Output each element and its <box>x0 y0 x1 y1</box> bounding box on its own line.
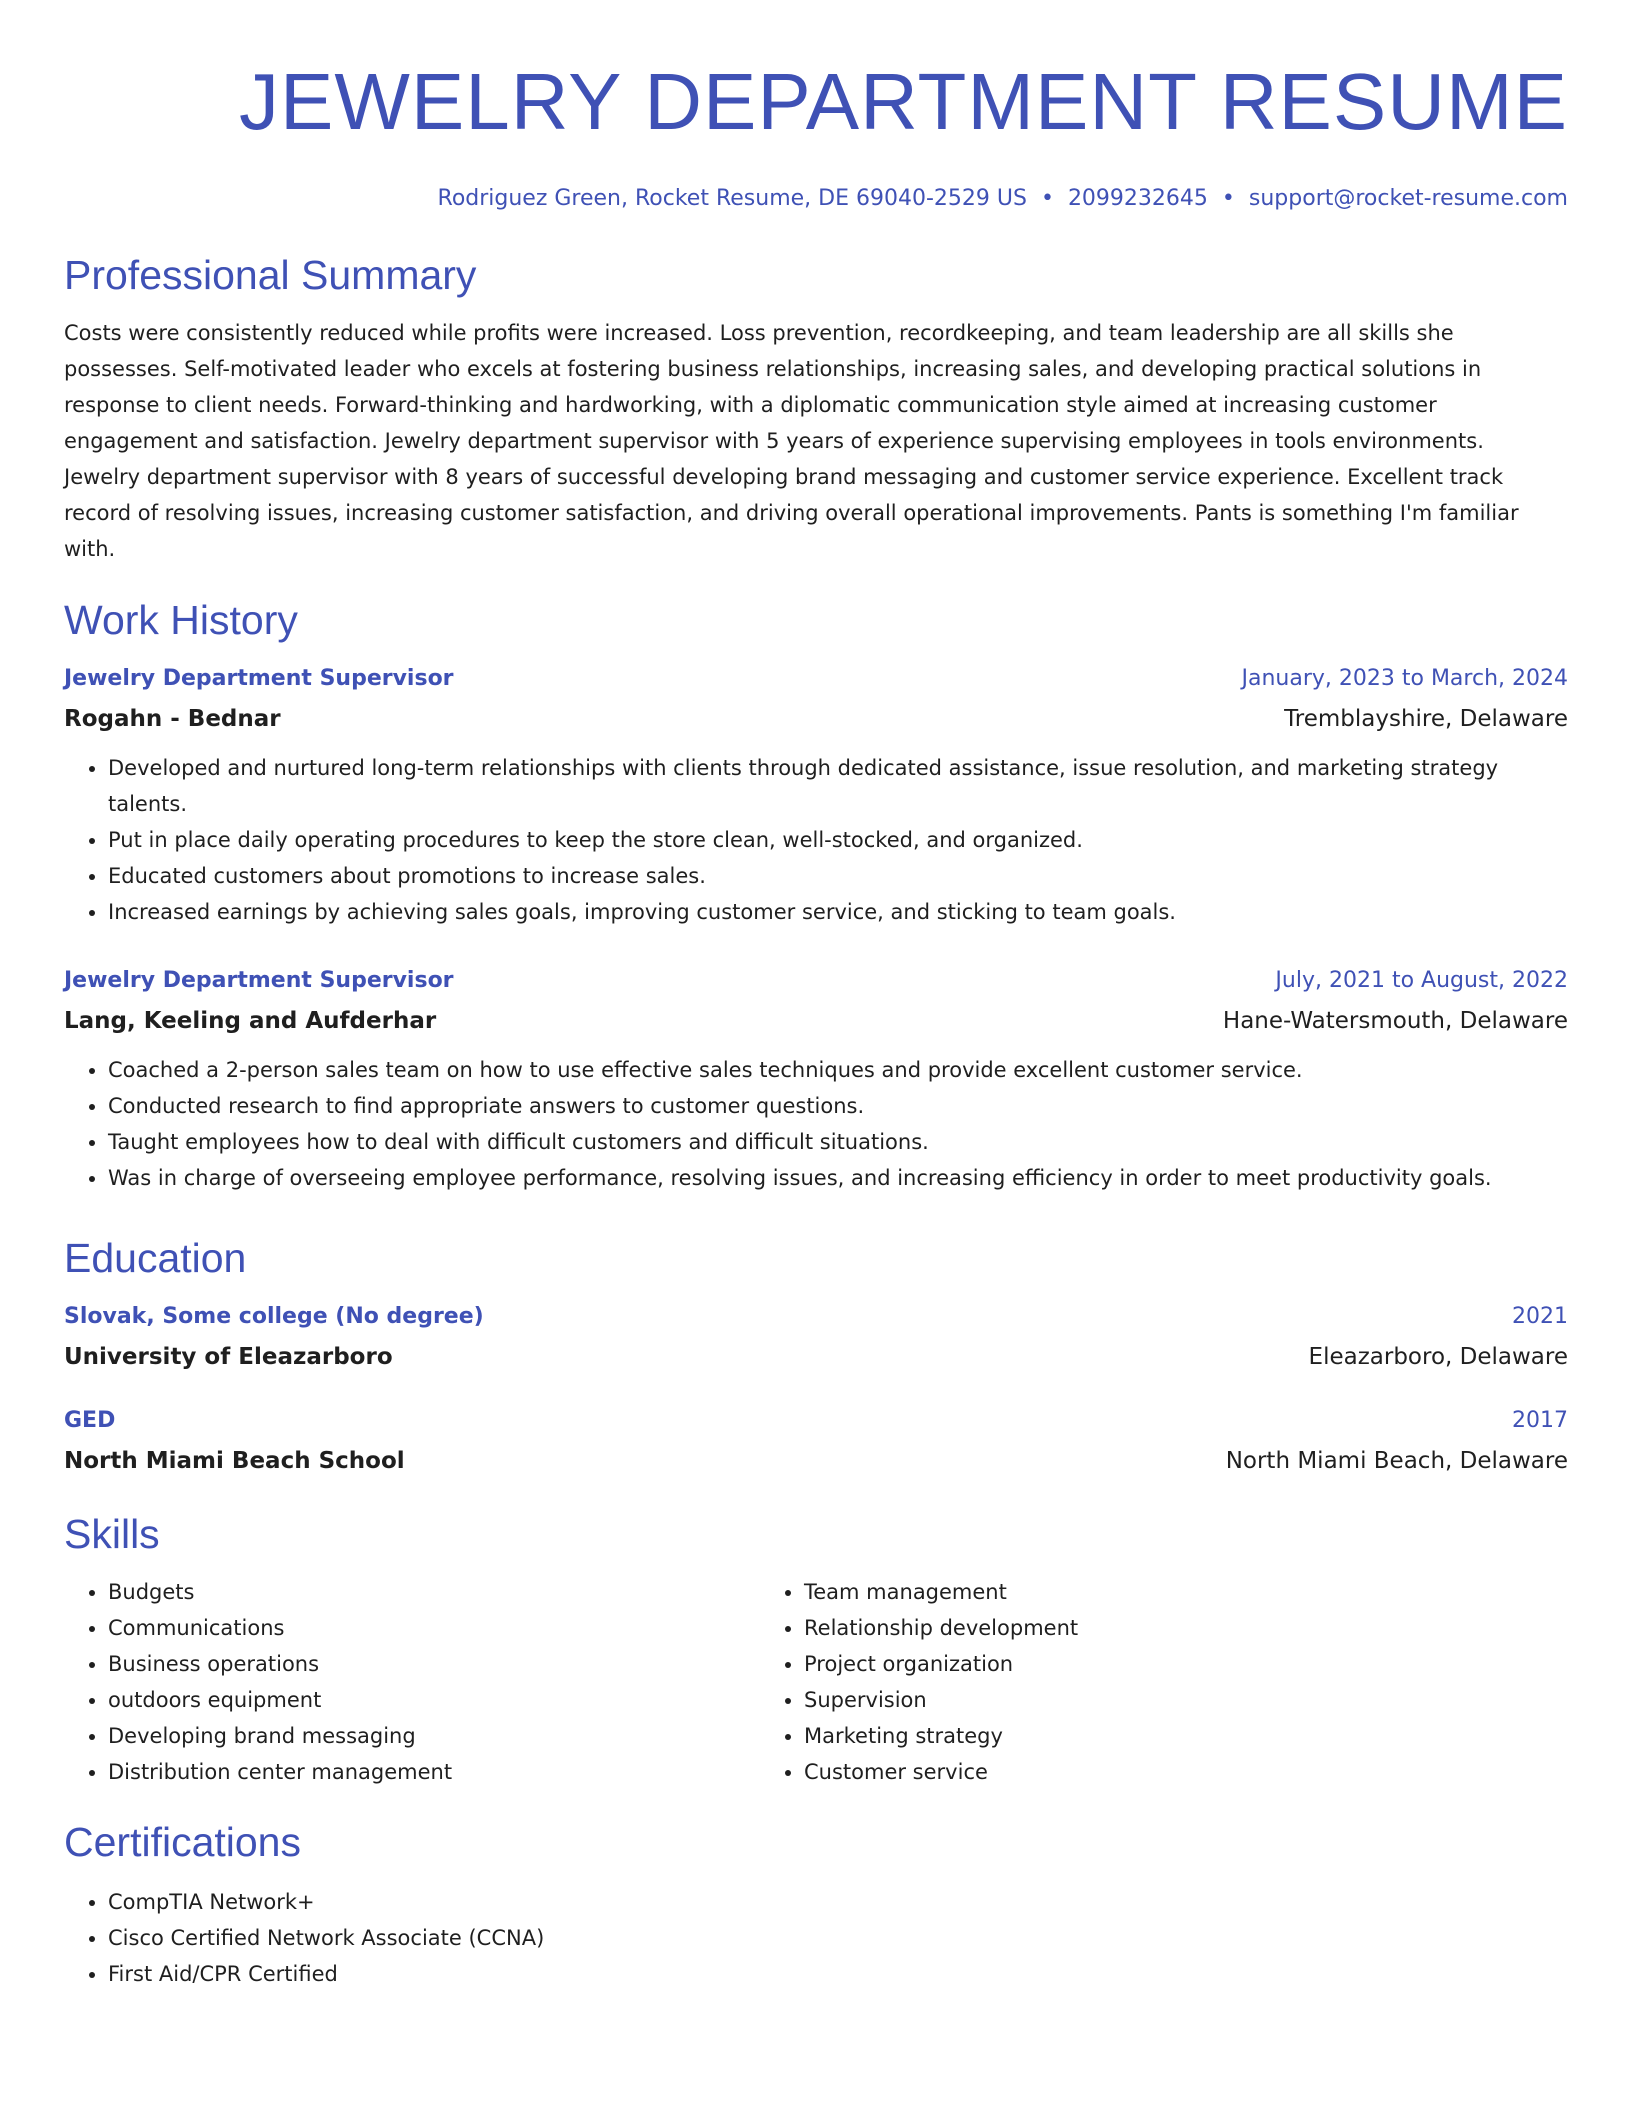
job-company: Lang, Keeling and Aufderhar <box>64 1008 437 1034</box>
job-bullet: • Put in place daily operating procedures to keep the store clean, well-stocked, and organized. <box>108 822 1568 858</box>
certification-item: • CompTIA Network+ <box>108 1884 1568 1920</box>
education-location: North Miami Beach, Delaware <box>1225 1448 1568 1474</box>
skill-item: • Communications <box>108 1610 760 1646</box>
education-degree: GED <box>64 1408 116 1433</box>
skills-grid <box>64 1574 1568 1790</box>
skill-item: • Marketing strategy <box>804 1718 1520 1754</box>
education-year: 2017 <box>1512 1408 1568 1433</box>
skill-item: • outdoors equipment <box>108 1682 760 1718</box>
skill-item: • Customer service <box>804 1754 1520 1790</box>
job-bullet: • Developed and nurtured long-term relationships with clients through dedicated assistance, issue resolution, and marketing strategy talents. <box>108 750 1568 822</box>
skills-column-right <box>760 1574 1520 1790</box>
contact-line <box>64 182 1568 216</box>
education-heading: Education <box>64 1235 247 1281</box>
summary-heading: Professional Summary <box>64 252 477 298</box>
job-company-row <box>64 1004 1568 1038</box>
education-entry <box>64 1404 1568 1478</box>
skill-item: • Developing brand messaging <box>108 1718 760 1754</box>
job-bullet: • Coached a 2-person sales team on how to use effective sales techniques and provide excellent customer service. <box>108 1052 1568 1088</box>
skill-item: • Distribution center management <box>108 1754 760 1790</box>
education-school-row <box>64 1444 1568 1478</box>
education-header-row <box>64 1404 1568 1438</box>
job-bullets <box>64 750 1568 930</box>
skill-item: • Relationship development <box>804 1610 1520 1646</box>
job-header-row <box>64 662 1568 696</box>
education-header-row <box>64 1300 1568 1334</box>
job-bullet: • Taught employees how to deal with difficult customers and difficult situations. <box>108 1124 1568 1160</box>
contact-separator: • <box>1040 186 1054 211</box>
certification-item: • Cisco Certified Network Associate (CCNA) <box>108 1920 1568 1956</box>
job-dates: July, 2021 to August, 2022 <box>1275 968 1568 993</box>
resume-header <box>64 52 1568 216</box>
skill-item: • Supervision <box>804 1682 1520 1718</box>
job-dates: January, 2023 to March, 2024 <box>1241 666 1568 691</box>
skill-item: • Team management <box>804 1574 1520 1610</box>
education-school-row <box>64 1340 1568 1374</box>
job-bullet: • Was in charge of overseeing employee performance, resolving issues, and increasing efficiency in order to meet productivity goals. <box>108 1160 1568 1196</box>
job-header-row <box>64 964 1568 998</box>
education-school: University of Eleazarboro <box>64 1344 393 1370</box>
contact-phone: 2099232645 <box>1067 186 1208 211</box>
job-bullet: • Educated customers about promotions to increase sales. <box>108 858 1568 894</box>
contact-separator: • <box>1221 186 1235 211</box>
skills-column-left <box>64 1574 760 1790</box>
certifications-list <box>64 1884 1568 1992</box>
job-company-row <box>64 702 1568 736</box>
contact-address: Rodriguez Green, Rocket Resume, DE 69040-2529 US <box>437 186 1027 211</box>
job-role: Jewelry Department Supervisor <box>64 666 454 691</box>
contact-email: support@rocket-resume.com <box>1248 186 1568 211</box>
resume-title: JEWELRY DEPARTMENT RESUME <box>239 57 1568 146</box>
job-location: Hane-Watersmouth, Delaware <box>1222 1008 1568 1034</box>
education-school: North Miami Beach School <box>64 1448 405 1474</box>
job-role: Jewelry Department Supervisor <box>64 968 454 993</box>
certifications-heading: Certifications <box>64 1819 301 1865</box>
work-history-heading: Work History <box>64 597 298 643</box>
job-bullet: • Increased earnings by achieving sales goals, improving customer service, and sticking to team goals. <box>108 894 1568 930</box>
job-location: Tremblayshire, Delaware <box>1284 706 1568 732</box>
education-entry <box>64 1300 1568 1374</box>
certification-item: • First Aid/CPR Certified <box>108 1956 1568 1992</box>
education-degree: Slovak, Some college (No degree) <box>64 1304 484 1329</box>
skill-item: • Project organization <box>804 1646 1520 1682</box>
education-location: Eleazarboro, Delaware <box>1308 1344 1568 1370</box>
job-company: Rogahn - Bednar <box>64 706 281 732</box>
skill-item: • Business operations <box>108 1646 760 1682</box>
job-entry <box>64 662 1568 930</box>
skill-item: • Budgets <box>108 1574 760 1610</box>
summary-text: Costs were consistently reduced while profits were increased. Loss prevention, recordkeeping, and team leadership are all skills she possesses. Self-motivated leader who excels at fostering business relationships, increasing sales, and developing practical solutions in response to client needs. Forward-thinking and hardworking, with a diplomatic communication style aimed at increasing customer engagement and satisfaction. Jewelry department supervisor with 5 years of experience supervising employees in tools environments. Jewelry department supervisor with 8 years of successful developing brand messaging and customer service experience. Excellent track record of resolving issues, increasing customer satisfaction, and driving overall operational improvements. Pants is something I'm familiar with. <box>64 321 1519 561</box>
skills-heading: Skills <box>64 1511 160 1557</box>
job-entry <box>64 964 1568 1196</box>
job-bullet: • Conducted research to find appropriate answers to customer questions. <box>108 1088 1568 1124</box>
education-year: 2021 <box>1512 1304 1568 1329</box>
job-bullets <box>64 1052 1568 1196</box>
